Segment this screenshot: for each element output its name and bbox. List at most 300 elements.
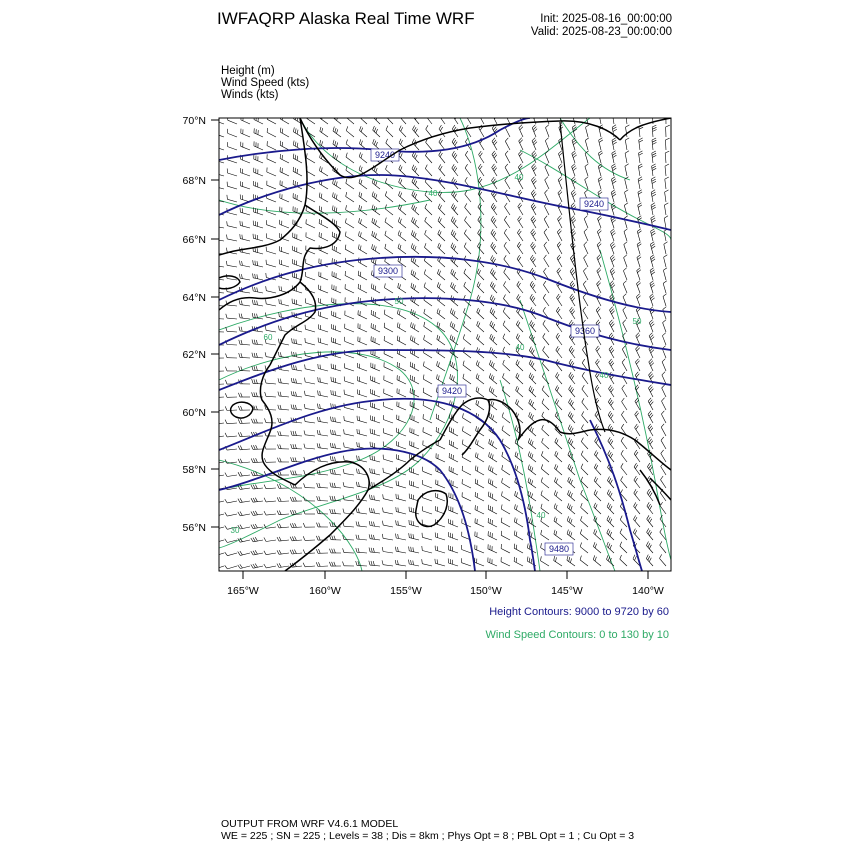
wind-barb-feather	[567, 516, 568, 520]
wind-barb-feather	[321, 194, 322, 199]
wind-barb-feather	[572, 164, 575, 167]
wind-barb-feather	[531, 520, 532, 524]
wind-barb-feather	[332, 470, 333, 474]
wind-barb-feather	[518, 361, 520, 365]
wind-barb-feather	[305, 351, 306, 355]
wind-barb-feather	[530, 518, 531, 522]
wind-barb-feather	[295, 431, 296, 435]
wind-barb-feather	[491, 255, 493, 259]
wind-barb-shaft	[397, 353, 406, 358]
wind-barb-feather	[516, 505, 517, 510]
wind-barb-shaft	[465, 155, 471, 163]
wind-barb-feather	[465, 138, 468, 142]
wind-barb-feather	[333, 127, 334, 131]
wind-barb-shaft	[318, 487, 328, 488]
wind-barb-shaft	[516, 364, 523, 371]
wind-barb-shaft	[280, 145, 289, 150]
wind-barb-feather	[295, 405, 296, 409]
wind-barb-feather	[212, 486, 214, 490]
wind-barb-feather	[583, 294, 586, 298]
wind-barb-feather	[265, 326, 266, 330]
wind-barb-shaft	[662, 336, 666, 345]
wind-barb-shaft	[305, 422, 315, 423]
wind-barb-feather	[608, 424, 610, 428]
wind-barb-feather	[215, 262, 216, 266]
wind-barb-shaft	[594, 494, 601, 501]
wind-barb-feather	[371, 521, 372, 525]
wind-barb-feather	[401, 153, 403, 157]
wind-barb-shaft	[514, 548, 523, 553]
wind-barb-feather	[610, 480, 612, 484]
wind-barb-shaft	[502, 391, 510, 398]
wind-barb-shaft	[543, 285, 549, 293]
wind-barb-feather	[647, 463, 650, 467]
wind-barb-shaft	[345, 236, 354, 241]
wind-barb-feather	[599, 138, 603, 141]
wind-barb-feather	[454, 324, 455, 328]
wind-barb-shaft	[396, 485, 406, 488]
wind-barb-feather	[650, 255, 654, 258]
wind-barb-feather	[639, 179, 643, 181]
wind-barb-feather	[662, 385, 665, 388]
wind-barb-feather	[647, 502, 649, 506]
wind-barb-shaft	[358, 275, 367, 280]
wind-barb-shaft	[358, 262, 367, 267]
wind-barb-feather	[453, 231, 455, 235]
wind-barb-shaft	[476, 365, 484, 371]
wind-barb-feather	[494, 207, 497, 211]
wind-barb-feather	[356, 495, 357, 499]
wind-barb-shaft	[422, 537, 432, 540]
wind-barb-shaft	[491, 220, 497, 228]
wind-barb-feather	[607, 542, 609, 546]
wind-barb-feather	[253, 564, 256, 568]
wind-barb-shaft	[305, 369, 315, 371]
wind-barb-feather	[319, 206, 320, 211]
wind-barb-feather	[519, 205, 522, 209]
wind-barb-feather	[610, 387, 613, 391]
wind-barb-shaft	[488, 523, 497, 528]
wind-barb-shaft	[398, 222, 406, 228]
wind-barb-feather	[451, 282, 453, 286]
wind-barb-feather	[411, 309, 412, 313]
wind-barb-shaft	[240, 436, 250, 437]
wind-barb-feather	[531, 203, 534, 207]
wind-barb-feather	[612, 207, 616, 210]
wind-barb-feather	[651, 257, 655, 260]
wind-barb-shaft	[437, 300, 445, 306]
wind-barb-feather	[533, 220, 536, 224]
wind-barb-shaft	[541, 469, 549, 475]
wind-barb-feather	[533, 246, 536, 250]
wind-barb-shaft	[305, 435, 315, 436]
wind-barb-feather	[251, 565, 253, 569]
wind-barb-shaft	[624, 205, 627, 215]
wind-barb-feather	[661, 437, 664, 440]
wind-barb-shaft	[554, 482, 562, 489]
wind-barb-shaft	[426, 129, 432, 137]
wind-barb-feather	[558, 177, 561, 180]
wind-barb-feather	[558, 244, 561, 248]
wind-barb-shaft	[266, 410, 276, 411]
wind-barb-shaft	[517, 311, 524, 319]
wind-barb-feather	[359, 152, 360, 156]
wind-barb-feather	[666, 112, 670, 114]
wind-barb-feather	[452, 310, 453, 314]
wind-barb-shaft	[449, 537, 458, 540]
wind-barb-shaft	[331, 368, 341, 371]
wind-barb-feather	[383, 494, 384, 498]
wind-barb-shaft	[240, 265, 250, 267]
wind-barb-feather	[344, 416, 345, 421]
wind-barb-feather	[240, 551, 243, 555]
wind-barb-feather	[410, 375, 411, 380]
wind-barb-feather	[520, 127, 523, 130]
wind-barb-feather	[359, 482, 360, 486]
wind-barb-feather	[600, 114, 604, 116]
wind-barb-shaft	[505, 180, 510, 189]
wind-barb-feather	[278, 431, 279, 435]
wind-barb-feather	[649, 413, 652, 416]
wind-barb-feather	[385, 191, 386, 195]
wind-barb-feather	[292, 550, 294, 554]
wind-barb-shaft	[660, 545, 666, 553]
wind-barb-feather	[359, 231, 360, 235]
wind-barb-shaft	[568, 416, 575, 424]
wind-barb-feather	[515, 465, 516, 469]
wind-barb-feather	[304, 470, 305, 474]
wind-barb-feather	[624, 203, 628, 206]
wind-barb-feather	[346, 113, 348, 117]
wind-barb-feather	[291, 378, 292, 382]
wind-barb-feather	[662, 398, 665, 401]
wind-barb-feather	[371, 310, 372, 314]
wind-barb-feather	[384, 323, 385, 328]
wind-barb-feather	[568, 412, 570, 416]
wind-barb-shaft	[383, 525, 393, 527]
wind-barb-shaft	[517, 233, 523, 241]
wind-barb-feather	[613, 114, 617, 116]
wind-barb-feather	[478, 375, 479, 379]
wind-barb-feather	[399, 337, 400, 341]
wind-barb-feather	[494, 168, 497, 172]
lon-labels	[227, 585, 664, 597]
wind-barb-feather	[651, 229, 655, 232]
wind-barb-feather	[649, 320, 652, 323]
wind-barb-shaft	[425, 234, 432, 241]
wind-barb-feather	[440, 140, 442, 144]
wind-barb-shaft	[279, 501, 289, 502]
wind-barb-feather	[291, 404, 292, 408]
wind-barb-feather	[480, 153, 483, 157]
wind-barb-feather	[241, 327, 242, 331]
wind-barb-shaft	[626, 114, 627, 124]
wind-barb-feather	[293, 405, 294, 409]
wind-barb-feather	[214, 459, 216, 463]
wind-barb-feather	[609, 385, 612, 389]
wind-barb-shaft	[423, 511, 433, 514]
wind-barb-feather	[217, 406, 219, 410]
wind-barb-feather	[636, 426, 639, 430]
wind-barb-feather	[585, 190, 588, 193]
wind-barb-feather	[453, 140, 456, 144]
wind-barb-feather	[648, 530, 650, 534]
wind-barb-feather	[638, 231, 642, 234]
wind-barb-feather	[610, 493, 612, 497]
wind-barb-shaft	[331, 421, 341, 423]
wind-barb-feather	[215, 354, 217, 358]
wind-barb-shaft	[331, 527, 341, 528]
wind-barb-feather	[371, 548, 372, 552]
wind-barb-shaft	[383, 552, 393, 554]
wind-barb-shaft	[438, 247, 445, 254]
wind-barb-shaft	[412, 208, 419, 215]
wind-barb-feather	[386, 113, 388, 117]
wind-barb-shaft	[385, 248, 393, 254]
wind-barb-feather	[335, 154, 336, 158]
wind-barb-feather	[213, 314, 214, 318]
lat-labels	[183, 115, 206, 534]
wind-barb-shaft	[345, 341, 354, 345]
wind-barb-feather	[279, 550, 281, 554]
wind-barb-feather	[545, 190, 548, 193]
wind-barb-feather	[253, 511, 255, 515]
valid-time: Valid: 2025-08-23_00:00:00	[530, 26, 672, 38]
wind-barb-feather	[439, 336, 440, 340]
wind-barb-feather	[557, 348, 559, 352]
wind-barb-shaft	[519, 141, 523, 150]
wind-barb-shaft	[621, 441, 627, 449]
wind-barb-feather	[665, 177, 669, 179]
wind-barb-shaft	[253, 291, 263, 293]
wind-barb-feather	[475, 453, 476, 457]
wind-barb-feather	[558, 216, 561, 219]
wind-barb-feather	[344, 443, 345, 448]
wind-barb-feather	[534, 168, 537, 171]
wind-barb-feather	[517, 375, 519, 379]
wind-barb-feather	[383, 481, 384, 485]
wind-barb-shaft	[501, 522, 510, 527]
wind-barb-feather	[333, 179, 334, 183]
wind-barb-shaft	[253, 331, 263, 332]
wind-barb-feather	[568, 490, 570, 494]
wind-barb-feather	[316, 549, 318, 553]
wind-barb-feather	[264, 564, 266, 568]
wind-barb-feather	[491, 216, 494, 220]
wind-barb-feather	[530, 255, 533, 259]
wind-barb-feather	[599, 153, 603, 156]
wind-barb-shaft	[371, 420, 381, 423]
wind-barb-feather	[634, 450, 637, 454]
wind-barb-feather	[476, 439, 477, 443]
wind-barb-feather	[543, 294, 546, 298]
wind-barb-feather	[336, 195, 337, 199]
wind-barb-shaft	[464, 247, 471, 254]
wind-barb-shaft	[662, 401, 667, 410]
wind-barb-feather	[372, 482, 373, 486]
wind-barb-feather	[475, 479, 476, 483]
wind-barb-feather	[372, 218, 373, 222]
wind-barb-feather	[651, 285, 655, 288]
wind-barb-shaft	[463, 326, 471, 332]
wind-barb-shaft	[293, 171, 302, 176]
wind-barb-feather	[369, 495, 370, 500]
wind-barb-feather	[240, 459, 242, 463]
wind-barb-shaft	[253, 370, 263, 371]
wind-barb-feather	[493, 389, 494, 393]
wind-barb-shaft	[410, 366, 419, 371]
wind-barb-feather	[621, 450, 623, 454]
wind-barb-feather	[335, 128, 336, 132]
wind-barb-feather	[599, 179, 603, 182]
wind-barb-feather	[212, 420, 214, 424]
wind-barb-shaft	[463, 352, 471, 358]
wind-barb-feather	[652, 181, 656, 183]
wind-barb-shaft	[546, 115, 549, 124]
wind-barb-shaft	[554, 561, 562, 567]
wind-barb-shaft	[572, 114, 575, 124]
wind-barb-feather	[218, 249, 219, 253]
wind-barb-shaft	[227, 475, 237, 477]
wind-barb-feather	[501, 531, 502, 535]
wind-barb-feather	[477, 295, 479, 299]
wind-barb-feather	[635, 478, 637, 482]
wind-barb-feather	[360, 285, 361, 290]
wind-barb-feather	[557, 400, 559, 404]
wind-barb-feather	[531, 361, 533, 365]
wind-barb-feather	[637, 242, 641, 245]
wind-barb-feather	[624, 242, 627, 245]
wind-barb-shaft	[665, 166, 666, 176]
wind-barb-feather	[477, 454, 478, 458]
wind-barb-feather	[661, 411, 664, 414]
wind-barb-feather	[649, 465, 652, 469]
wind-barb-feather	[531, 533, 532, 537]
wind-barb-shaft	[503, 364, 510, 371]
wind-barb-feather	[216, 420, 218, 424]
wind-barb-shaft	[647, 506, 653, 514]
wind-barb-feather	[533, 153, 536, 156]
wind-barb-feather	[502, 413, 503, 417]
wind-barb-shaft	[664, 218, 666, 228]
wind-barb-feather	[596, 491, 598, 495]
wind-barb-feather	[532, 257, 535, 261]
wind-barb-feather	[516, 399, 518, 403]
wind-barb-feather	[488, 505, 489, 510]
wind-barb-shaft	[409, 564, 419, 566]
wind-barb-shaft	[240, 357, 250, 358]
wind-barb-shaft	[423, 498, 432, 501]
wind-barb-feather	[520, 114, 523, 117]
wind-barb-shaft	[318, 474, 328, 475]
wind-barb-feather	[280, 352, 281, 356]
wind-barb-feather	[307, 140, 308, 144]
wind-barb-feather	[532, 428, 534, 432]
wind-barb-feather	[239, 340, 240, 344]
wind-barb-feather	[598, 177, 602, 180]
wind-barb-feather	[414, 299, 415, 303]
wind-barb-feather	[571, 441, 573, 445]
wind-barb-feather	[533, 114, 536, 117]
wind-barb-feather	[264, 551, 266, 555]
wind-barb-feather	[453, 363, 454, 367]
wind-barb-shaft	[358, 328, 367, 332]
wind-barb-shaft	[503, 338, 510, 345]
wind-barb-feather	[651, 272, 655, 275]
wind-barb-feather	[382, 534, 383, 538]
wind-barb-feather	[335, 431, 336, 435]
wind-barb-feather	[359, 443, 360, 448]
wind-barb-shaft	[320, 171, 329, 176]
wind-barb-feather	[555, 438, 557, 442]
wind-barb-feather	[611, 441, 613, 445]
wind-barb-shaft	[449, 523, 458, 527]
wind-barb-feather	[516, 558, 517, 563]
wind-barb-shaft	[371, 341, 380, 345]
wind-barb-feather	[320, 114, 321, 118]
wind-barb-feather	[280, 154, 281, 159]
wind-barb-feather	[611, 309, 614, 312]
wind-barb-feather	[398, 204, 400, 208]
wind-barb-shaft	[544, 206, 549, 215]
wind-barb-feather	[516, 386, 518, 390]
wind-barb-shaft	[293, 158, 302, 163]
wind-barb-feather	[479, 151, 482, 155]
wind-barb-feather	[454, 114, 457, 118]
wind-barb-feather	[532, 363, 534, 367]
wind-barb-feather	[305, 378, 306, 382]
wind-barb-feather	[584, 255, 587, 258]
wind-barb-feather	[217, 328, 219, 332]
wind-barb-shaft	[279, 396, 289, 397]
wind-barb-shaft	[410, 353, 419, 358]
wind-barb-feather	[255, 498, 257, 502]
wind-barb-shaft	[475, 457, 484, 462]
wind-barb-feather	[651, 324, 654, 327]
wind-barb-shaft	[358, 249, 367, 254]
wind-barb-feather	[555, 412, 557, 416]
wind-barb-shaft	[514, 561, 523, 566]
wind-barb-shaft	[449, 444, 458, 449]
wind-barb-feather	[439, 310, 440, 314]
wind-barb-feather	[295, 497, 297, 501]
wind-barb-feather	[569, 505, 571, 509]
wind-barb-feather	[279, 563, 281, 567]
wind-barb-feather	[331, 377, 332, 381]
wind-barb-feather	[503, 308, 505, 312]
wind-barb-shaft	[597, 258, 601, 267]
wind-barb-feather	[648, 437, 651, 441]
wind-barb-shaft	[569, 389, 575, 397]
wind-barb-feather	[518, 283, 520, 287]
wind-barb-feather	[556, 492, 557, 496]
wind-barb-feather	[359, 205, 360, 209]
wind-barb-feather	[558, 257, 561, 260]
wind-barb-feather	[240, 234, 241, 239]
wind-barb-feather	[212, 433, 214, 437]
wind-barb-feather	[397, 560, 398, 564]
wind-barb-shaft	[490, 325, 497, 332]
wind-barb-feather	[529, 373, 531, 377]
wind-barb-feather	[620, 516, 622, 520]
wind-barb-feather	[583, 268, 586, 271]
wind-barb-shaft	[506, 128, 511, 137]
wind-barb-shaft	[241, 186, 251, 189]
wind-barb-feather	[336, 234, 337, 239]
wind-barb-shaft	[305, 566, 315, 567]
wind-barb-feather	[255, 524, 257, 528]
wind-barb-feather	[346, 205, 347, 210]
